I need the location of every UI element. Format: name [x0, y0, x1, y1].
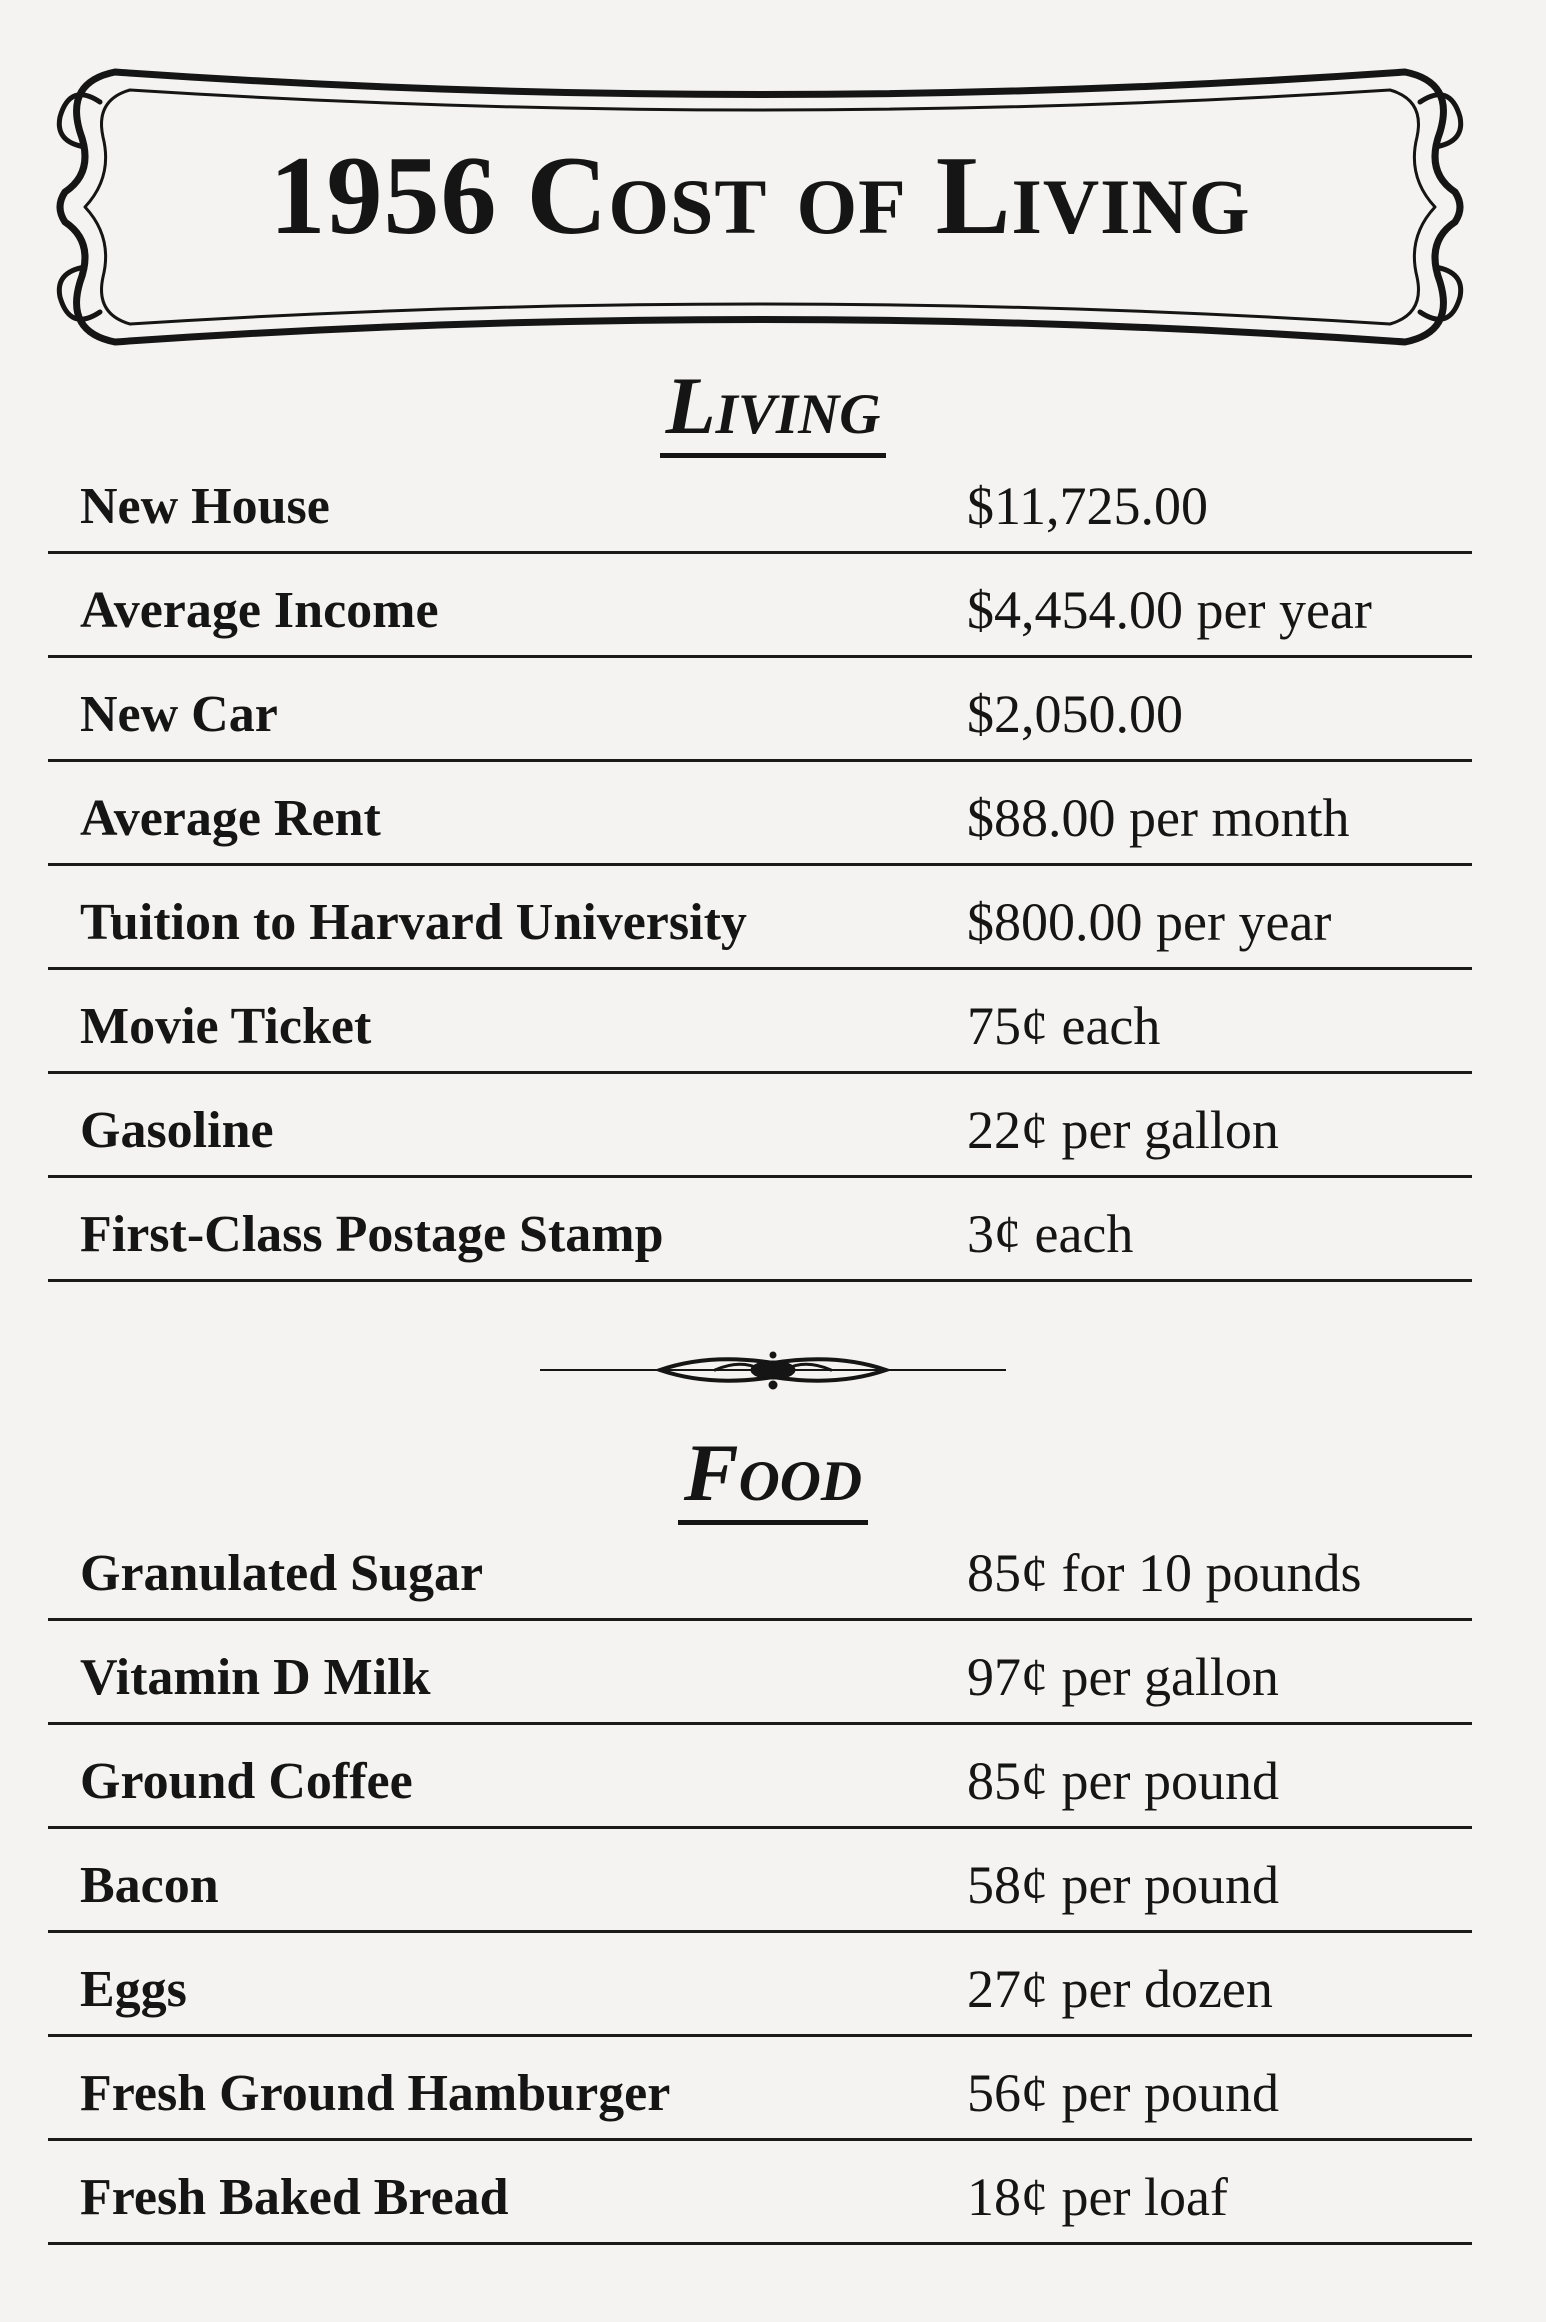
- item-name: New House: [80, 478, 330, 535]
- table-row: [48, 866, 1472, 970]
- table-row: [48, 658, 1472, 762]
- item-price: 75¢ each: [967, 996, 1161, 1056]
- item-name: Gasoline: [80, 1102, 274, 1159]
- item-name: Fresh Baked Bread: [80, 2169, 509, 2226]
- table-row: [48, 1725, 1472, 1829]
- item-name: Tuition to Harvard University: [80, 894, 747, 951]
- item-name: Average Income: [80, 582, 439, 639]
- table-row: [48, 2141, 1472, 2245]
- item-price: 3¢ each: [967, 1204, 1134, 1264]
- food-table: [48, 1517, 1472, 2245]
- item-price: 97¢ per gallon: [967, 1647, 1279, 1707]
- table-row: [48, 1178, 1472, 1282]
- item-name: First-Class Postage Stamp: [80, 1206, 664, 1263]
- item-price: 56¢ per pound: [967, 2063, 1279, 2123]
- item-price: 22¢ per gallon: [967, 1100, 1279, 1160]
- item-price: 85¢ for 10 pounds: [967, 1543, 1362, 1603]
- ornament-divider-icon: [540, 1345, 1006, 1399]
- item-name: Fresh Ground Hamburger: [80, 2065, 671, 2122]
- item-price: 58¢ per pound: [967, 1855, 1279, 1915]
- table-row: [48, 554, 1472, 658]
- food-heading: [0, 1427, 1546, 1518]
- item-price: 27¢ per dozen: [967, 1959, 1273, 2019]
- living-heading-text: Living: [660, 360, 887, 458]
- item-name: Average Rent: [80, 790, 381, 847]
- table-row: [48, 1621, 1472, 1725]
- item-price: 85¢ per pound: [967, 1751, 1279, 1811]
- item-name: Eggs: [80, 1961, 187, 2018]
- food-heading-text: Food: [678, 1427, 868, 1525]
- item-name: Granulated Sugar: [80, 1545, 484, 1602]
- title-banner: [45, 62, 1475, 352]
- table-row: [48, 1933, 1472, 2037]
- living-table: [48, 450, 1472, 1282]
- item-name: New Car: [80, 686, 278, 743]
- living-heading: [0, 360, 1546, 451]
- item-price: $11,725.00: [967, 476, 1208, 536]
- item-price: $2,050.00: [967, 684, 1183, 744]
- item-name: Ground Coffee: [80, 1753, 413, 1810]
- table-row: [48, 970, 1472, 1074]
- table-row: [48, 1074, 1472, 1178]
- item-price: 18¢ per loaf: [967, 2167, 1228, 2227]
- page-title: 1956 Cost of Living: [269, 134, 1251, 258]
- table-row: [48, 2037, 1472, 2141]
- table-row: [48, 450, 1472, 554]
- item-name: Bacon: [80, 1857, 219, 1914]
- table-row: [48, 762, 1472, 866]
- item-price: $4,454.00 per year: [967, 580, 1372, 640]
- item-price: $88.00 per month: [967, 788, 1350, 848]
- table-row: [48, 1517, 1472, 1621]
- item-price: $800.00 per year: [967, 892, 1332, 952]
- table-row: [48, 1829, 1472, 1933]
- item-name: Vitamin D Milk: [80, 1649, 431, 1706]
- item-name: Movie Ticket: [80, 998, 372, 1055]
